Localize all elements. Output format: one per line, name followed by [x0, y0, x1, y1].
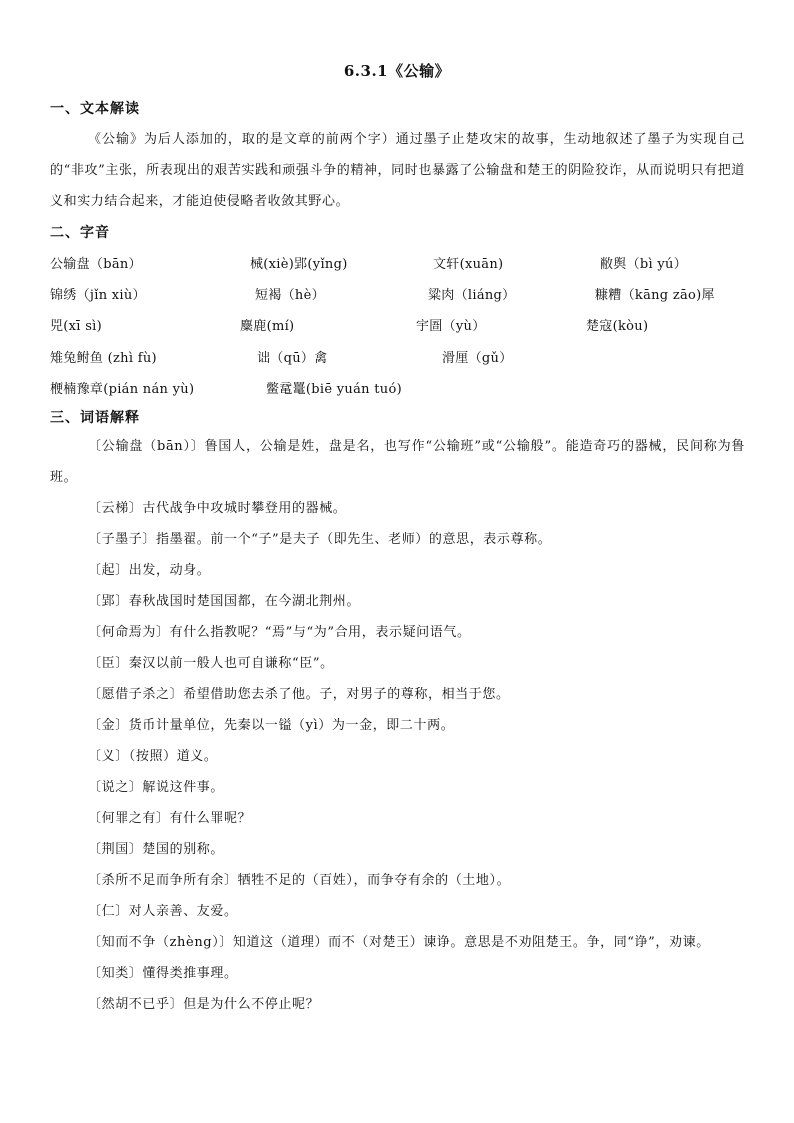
vocabulary-item: 〔起〕出发，动身。 — [88, 563, 211, 578]
pronunciation-item: 短褐（hè） — [255, 288, 325, 303]
vocabulary-item: 〔杀所不足而争所有余〕牺牲不足的（百姓），而争夺有余的（土地）。 — [88, 873, 511, 888]
section-heading-vocabulary: 三、词语解释 — [50, 410, 140, 426]
section-heading-pronunciation: 二、字音 — [50, 225, 110, 241]
pronunciation-item: 楩楠豫章(pián nán yù) — [50, 382, 195, 397]
pronunciation-item: 鳖鼋鼍(biē yuán tuó) — [266, 382, 402, 397]
vocabulary-item: 〔知而不争（zhèng）〕知道这（道理）而不（对楚王）谏诤。意思是不劝阻楚王。争，同“诤”，劝谏。 — [88, 935, 710, 950]
vocabulary-item: 〔知类〕懂得类推事理。 — [88, 966, 238, 981]
pronunciation-item: 锦绣（jǐn xiù） — [50, 288, 146, 303]
vocabulary-item: 〔子墨子〕指墨翟。前一个“子”是夫子（即先生、老师）的意思，表示尊称。 — [88, 532, 552, 547]
pronunciation-item: 麋鹿(mí) — [240, 319, 295, 334]
pronunciation-item: 宇圄（yù） — [416, 319, 486, 334]
pronunciation-row — [50, 284, 750, 315]
vocabulary-item: 〔义〕（按照）道义。 — [88, 749, 218, 764]
pronunciation-row — [50, 253, 750, 284]
vocabulary-item: 〔臣〕秦汉以前一般人也可自谦称“臣”。 — [88, 656, 334, 671]
pronunciation-row — [50, 315, 750, 346]
vocabulary-list — [50, 431, 745, 1020]
pronunciation-item: 雉兔鲋鱼 (zhì fù) — [50, 351, 157, 366]
vocabulary-item: 〔然胡不已乎〕但是为什么不停止呢？ — [88, 997, 320, 1012]
vocabulary-item: 〔何罪之有〕有什么罪呢？ — [88, 811, 252, 826]
pronunciation-item: 糠糟（kāng zāo)犀 — [595, 288, 715, 303]
vocabulary-item: 〔仁〕对人亲善、友爱。 — [88, 904, 238, 919]
vocabulary-item: 〔荆国〕楚国的别称。 — [88, 842, 225, 857]
pronunciation-item: 楚寇(kòu) — [586, 319, 649, 334]
vocabulary-item: 〔郢〕春秋战国时楚国国都，在今湖北荆州。 — [88, 594, 361, 609]
pronunciation-item: 滑厘（gǔ） — [442, 351, 513, 366]
pronunciation-item: 公输盘（bān） — [50, 257, 142, 272]
pronunciation-item: 粱肉（liáng） — [428, 288, 516, 303]
pronunciation-item: 敝舆（bì yú） — [600, 257, 688, 272]
pronunciation-item: 兕(xī sì) — [50, 319, 102, 334]
vocabulary-item: 〔何命焉为〕有什么指教呢？“焉”与“为”合用，表示疑问语气。 — [88, 625, 471, 640]
pronunciation-item: 诎（qū）禽 — [257, 351, 328, 366]
pronunciation-row — [50, 378, 750, 409]
interpretation-paragraph: 《公输》为后人添加的，取的是文章的前两个字）通过墨子止楚攻宋的故事，生动地叙述了墨子为实现自己的“非攻”主张，所表现出的艰苦实践和顽强斗争的精神，同时也暴露了公输盘和楚王的阴险狡诈，从而说明只有把道义和实力结合起来，才能迫使侵略者收敛其野心。 — [50, 132, 745, 209]
vocabulary-item: 〔公输盘（bān）〕鲁国人，公输是姓，盘是名，也写作“公输班”或“公输般”。能造奇巧的器械，民间称为鲁班。 — [50, 439, 745, 485]
vocabulary-item: 〔愿借子杀之〕希望借助您去杀了他。子，对男子的尊称，相当于您。 — [88, 687, 510, 702]
vocabulary-item: 〔说之〕解说这件事。 — [88, 780, 225, 795]
pronunciation-row — [50, 347, 750, 378]
document-title: 6.3.1《公输》 — [343, 62, 451, 80]
vocabulary-item: 〔金〕货币计量单位，先秦以一镒（yì）为一金，即二十两。 — [88, 718, 455, 733]
vocabulary-item: 〔云梯〕古代战争中攻城时攀登用的器械。 — [88, 501, 347, 516]
pronunciation-item: 械(xiè)郢(yǐng) — [250, 257, 348, 272]
pronunciation-item: 文轩(xuān) — [433, 257, 504, 272]
section-heading-interpretation: 一、文本解读 — [50, 101, 140, 117]
